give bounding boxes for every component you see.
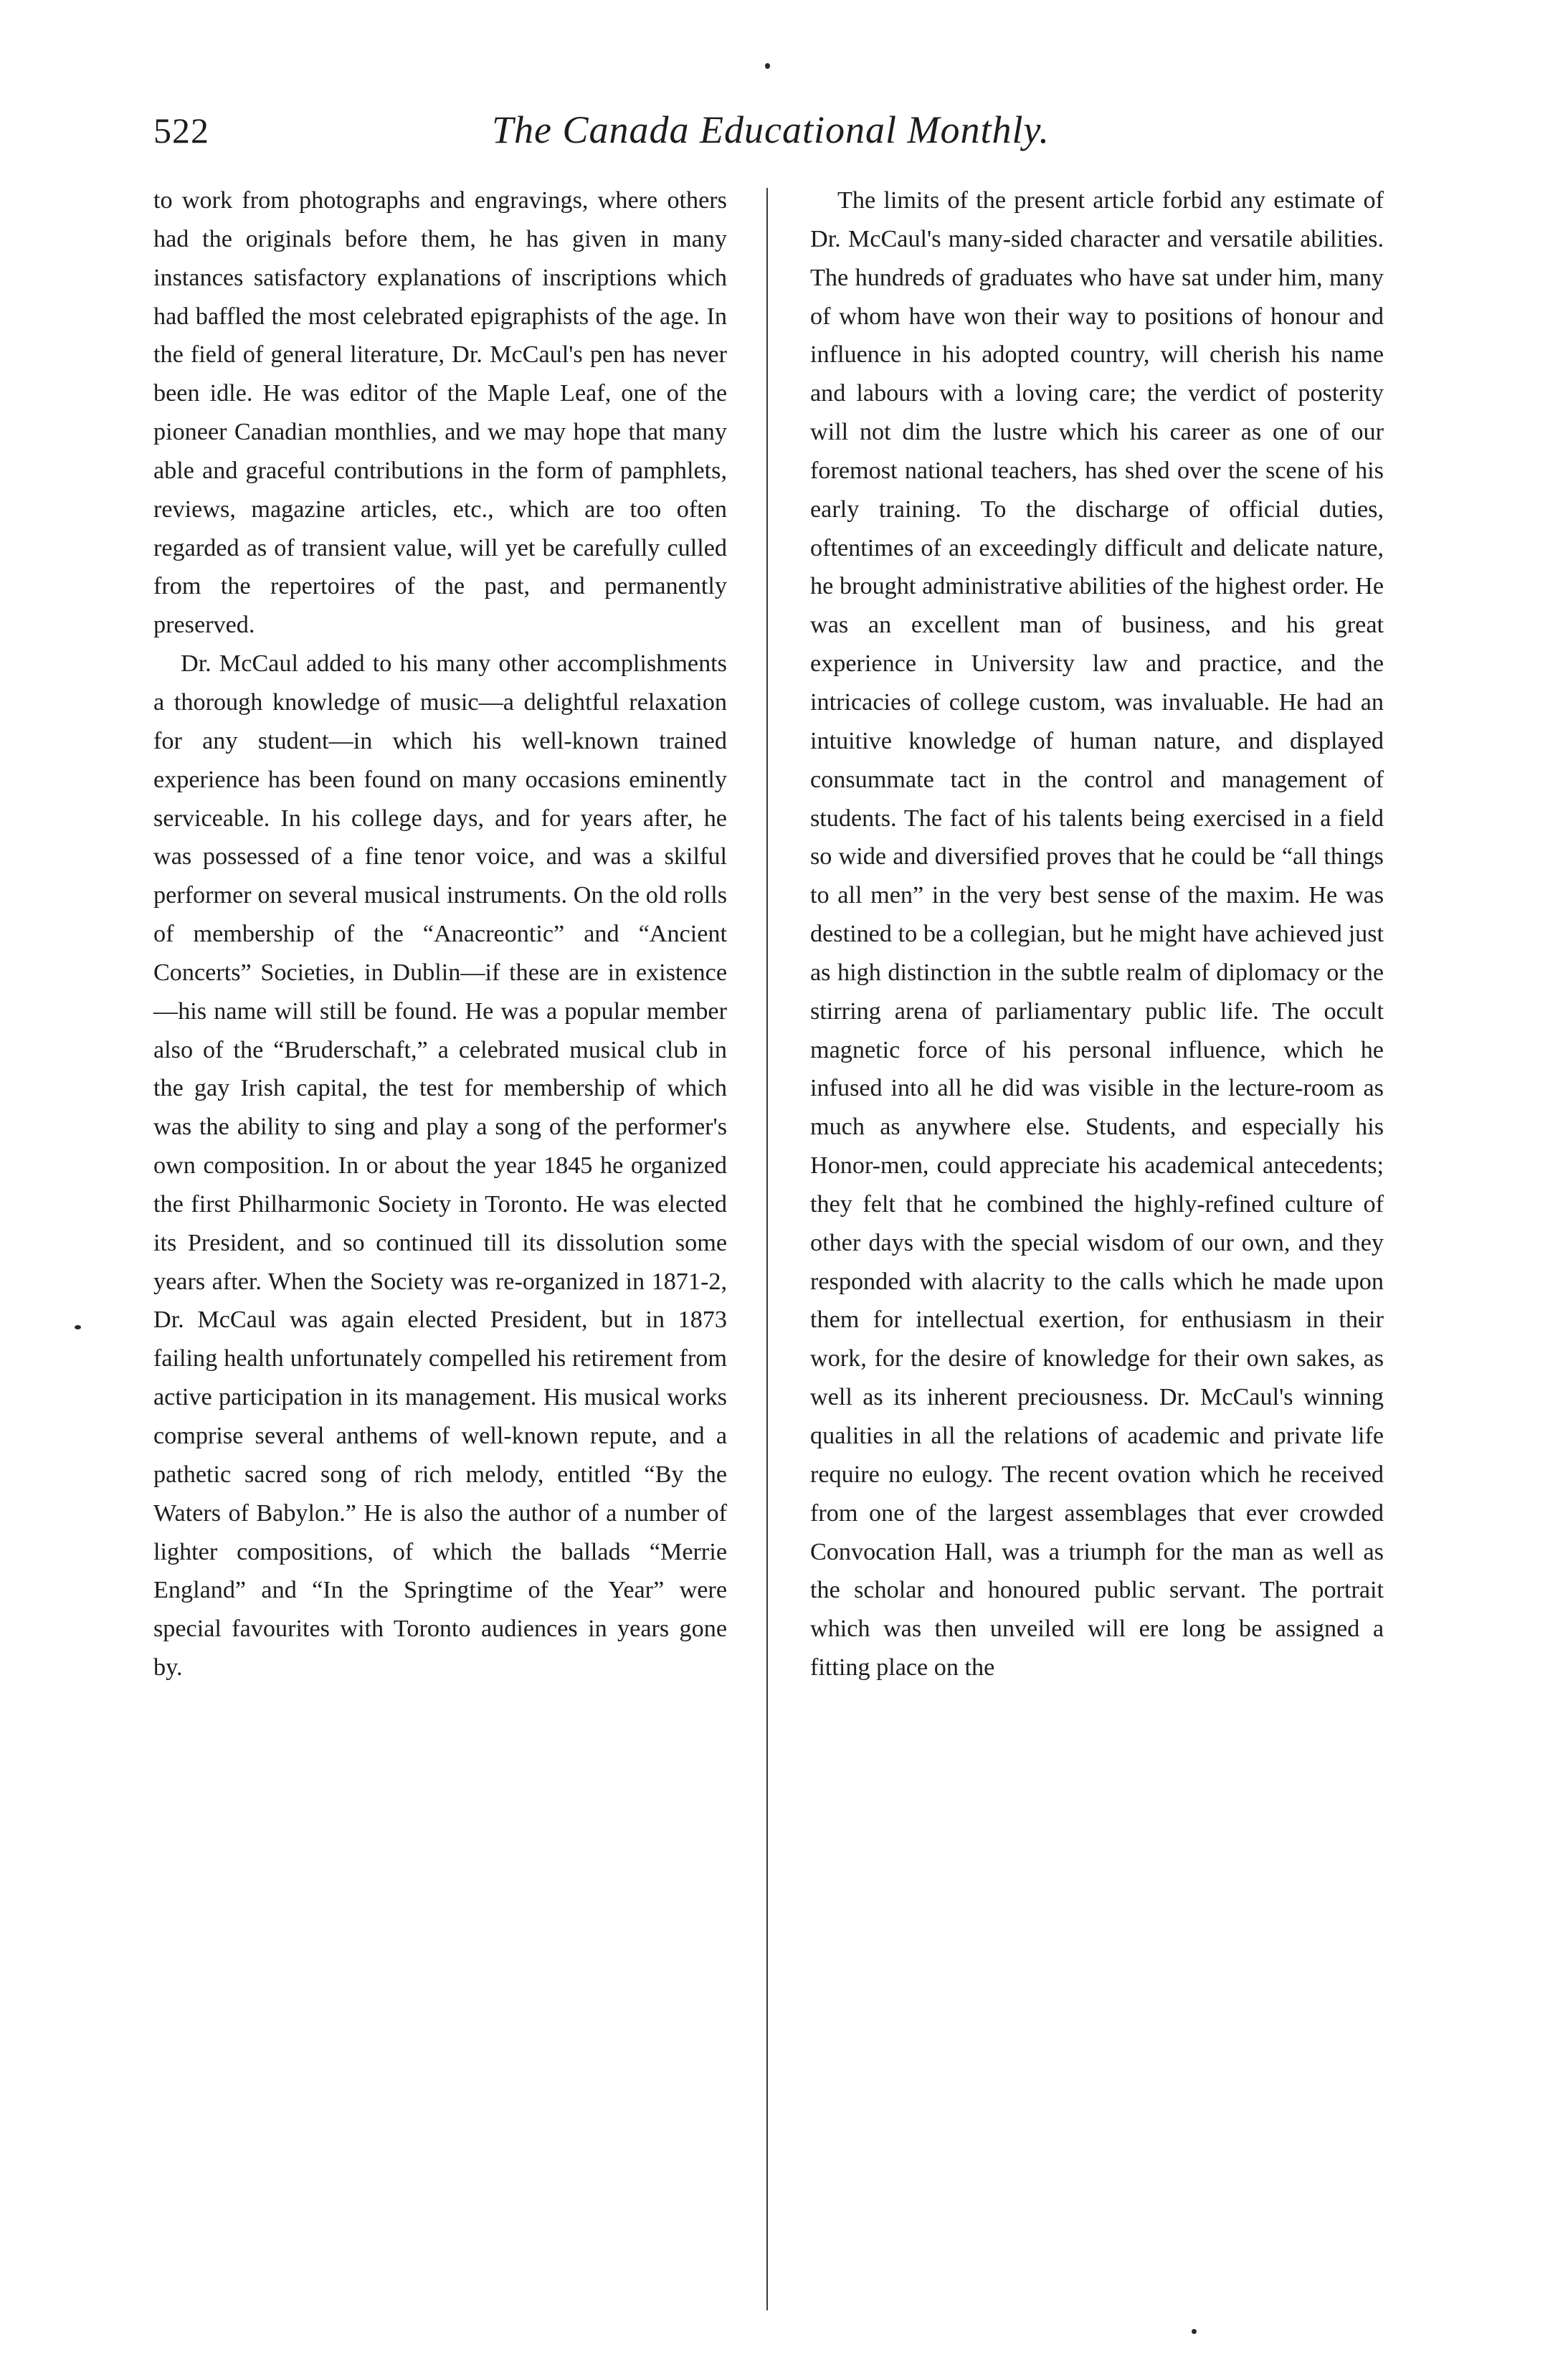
paragraph: to work from photographs and engravings, where others had the originals before them, he has given in many instances satisfactory explanations of inscriptions which had baffled the most celebrated epigraphists of the age. In the field of general literature, Dr. McCaul's pen has never been idle. He was editor of the Maple Leaf, one of the pioneer Canadian monthlies, and we may hope that many able and graceful contributions in the form of pamphlets, reviews, magazine articles, etc., which are too often regarded as of transient value, will yet be carefully culled from the repertoires of the past, and permanently preserved. xyxy=(153,187,727,639)
left-column xyxy=(153,181,727,1687)
ink-speck xyxy=(765,63,770,69)
ink-speck xyxy=(1192,2329,1197,2334)
ink-speck xyxy=(75,1325,81,1329)
running-title: The Canada Educational Monthly. xyxy=(492,108,1050,151)
paragraph: The limits of the present article forbid any estimate of Dr. McCaul's many-sided character and versatile abilities. The hundreds of graduates who have sat under him, many of whom have won their way to positions of honour and influence in his adopted country, will cherish his name and labours with a loving care; the verdict of posterity will not dim the lustre which his career as one of our foremost national teachers, has shed over the scene of his early training. To the discharge of official duties, oftentimes of an exceedingly difficult and delicate nature, he brought administrative abilities of the highest order. He was an excellent man of business, and his great experience in University law and practice, and the intricacies of college custom, was invaluable. He had an intuitive knowledge of human nature, and displayed consummate tact in the control and management of students. The fact of his talents being exercised in a field so wide and diversified proves that he could be “all things to all men” in the very best sense of the maxim. He was destined to be a collegian, but he might have achieved just as high distinction in the subtle realm of diplomacy or the stirring arena of parliamentary public life. The occult magnetic force of his personal influence, which he infused into all he did was visible in the lecture-room as much as anywhere else. Students, and especially his Honor-men, could appreciate his academical antecedents; they felt that he combined the highly-refined culture of other days with the special wisdom of our own, and they responded with alacrity to the calls which he made upon them for intellectual exertion, for enthusiasm in their work, for the desire of knowledge for their own sakes, as well as its inherent preciousness. Dr. McCaul's winning qualities in all the relations of academic and private life require no eulogy. The recent ovation which he received from one of the largest assemblages that ever crowded Convocation Hall, was a triumph for the man as well as the scholar and honoured public servant. The portrait which was then unveiled will ere long be assigned a fitting place on the xyxy=(810,187,1384,1681)
paragraph: Dr. McCaul added to his many other accomplishments a thorough knowledge of music—a delightful relaxation for any student—in which his well-known trained experience has been found on many occasions eminently serviceable. In his college days, and for years after, he was possessed of a fine tenor voice, and was a skilful performer on several musical instruments. On the old rolls of membership of the “Anacreontic” and “Ancient Concerts” Societies, in Dublin—if these are in existence—his name will still be found. He was a popular member also of the “Bruderschaft,” a celebrated musical club in the gay Irish capital, the test for membership of which was the ability to sing and play a song of the performer's own composition. In or about the year 1845 he organized the first Philharmonic Society in Toronto. He was elected its President, and so continued till its dissolution some years after. When the Society was re-organized in 1871-2, Dr. McCaul was again elected President, but in 1873 failing health unfortunately compelled his retirement from active participation in its management. His musical works comprise several anthems of well-known repute, and a pathetic sacred song of rich melody, entitled “By the Waters of Babylon.” He is also the author of a number of lighter compositions, of which the ballads “Merrie England” and “In the Springtime of the Year” were special favourites with Toronto audiences in years gone by. xyxy=(153,650,727,1681)
right-column xyxy=(810,181,1384,1687)
page-number: 522 xyxy=(153,110,209,151)
column-divider xyxy=(766,188,768,2310)
